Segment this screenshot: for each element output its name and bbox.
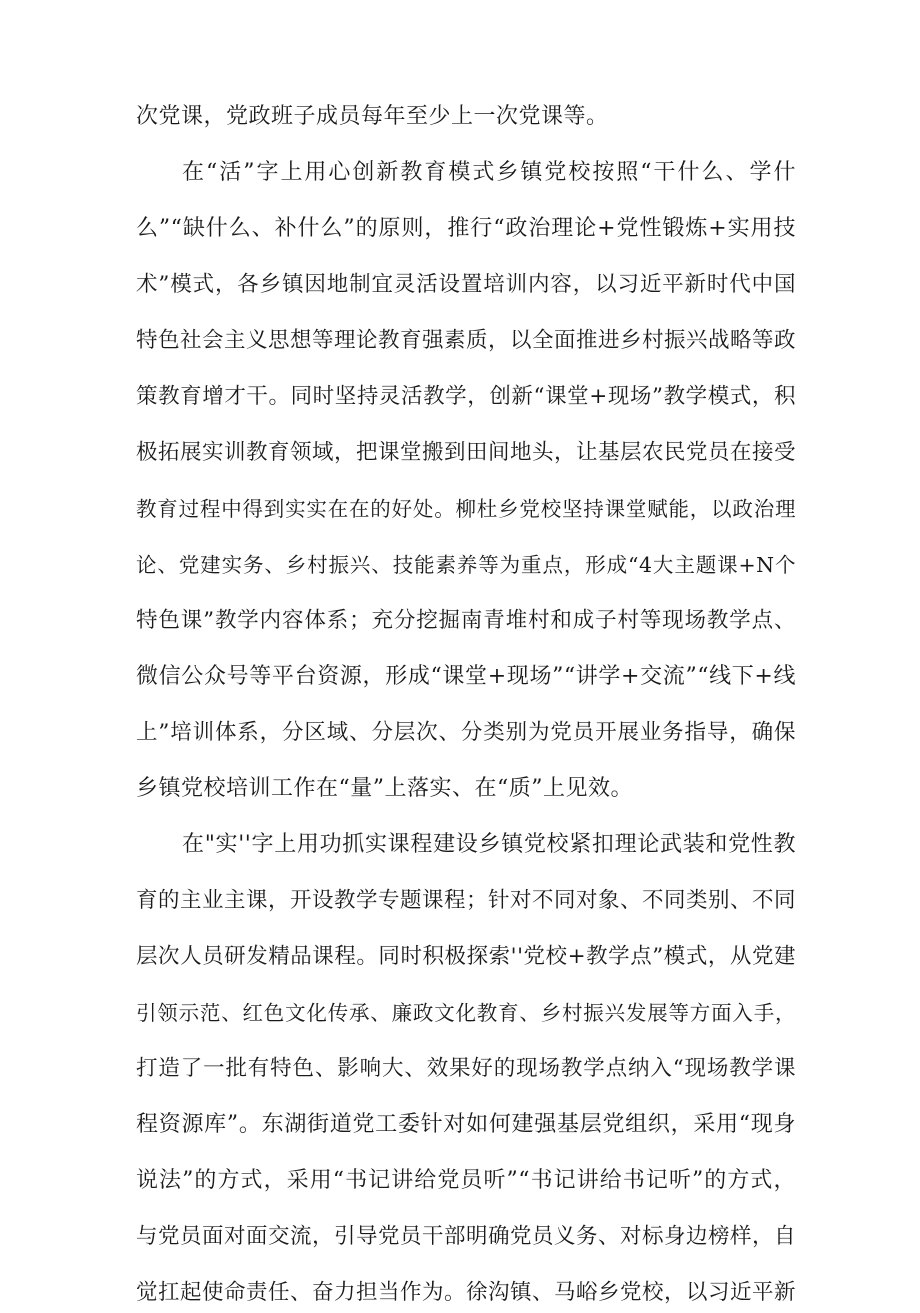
text-line: 么”“缺什么、补什么”的原则，推行“政治理论+党性锻炼+实用技: [136, 216, 796, 241]
text-line: 教育过程中得到实实在在的好处。柳杜乡党校坚持课堂赋能，以政治理: [136, 497, 796, 521]
text-line: 觉扛起使命责任、奋力担当作为。徐沟镇、马峪乡党校，以习近平新: [136, 1280, 797, 1305]
text-line: 术”模式，各乡镇因地制宜灵活设置培训内容，以习近平新时代中国: [136, 272, 796, 297]
text-line: 在“活”字上用心创新教育模式乡镇党校按照“干什么、学什: [182, 160, 796, 185]
text-line: 乡镇党校培训工作在“量”上落实、在“质”上见效。: [136, 776, 633, 801]
text-line: 次党课，党政班子成员每年至少上一次党课等。: [136, 104, 609, 129]
text-line: 与党员面对面交流，引导党员干部明确党员义务、对标身边榜样，自: [136, 1224, 797, 1249]
text-line: 引领示范、红色文化传承、廉政文化教育、乡村振兴发展等方面入手，: [136, 1001, 796, 1025]
text-line: 微信公众号等平台资源，形成“课堂+现场”“讲学+交流”“线下+线: [136, 664, 796, 689]
text-line: 程资源库”。东湖街道党工委针对如何建强基层党组织，采用“现身: [136, 1112, 796, 1137]
text-line: 特色课”教学内容体系；充分挖掘南青堆村和成子村等现场教学点、: [136, 608, 796, 633]
text-line: 论、党建实务、乡村振兴、技能素养等为重点，形成“4大主题课+N个: [136, 553, 796, 577]
text-line: 策教育增才干。同时坚持灵活教学，创新“课堂+现场”教学模式，积: [136, 384, 796, 409]
text-line: 在"实''字上用功抓实课程建设乡镇党校紧扣理论武装和党性教: [182, 832, 796, 857]
text-line: 说法”的方式，采用“书记讲给党员听”“书记讲给书记听”的方式，: [136, 1168, 796, 1193]
text-line: 层次人员研发精品课程。同时积极探索''党校+教学点”模式，从党建: [136, 944, 796, 969]
text-line: 特色社会主义思想等理论教育强素质，以全面推进乡村振兴战略等政: [136, 328, 797, 353]
text-line: 上”培训体系，分区域、分层次、分类别为党员开展业务指导，确保: [136, 720, 796, 745]
text-line: 极拓展实训教育领域，把课堂搬到田间地头，让基层农民党员在接受: [136, 440, 797, 465]
text-line: 育的主业主课，开设教学专题课程；针对不同对象、不同类别、不同: [136, 888, 797, 913]
text-line: 打造了一批有特色、影响大、效果好的现场教学点纳入“现场教学课: [136, 1056, 796, 1081]
